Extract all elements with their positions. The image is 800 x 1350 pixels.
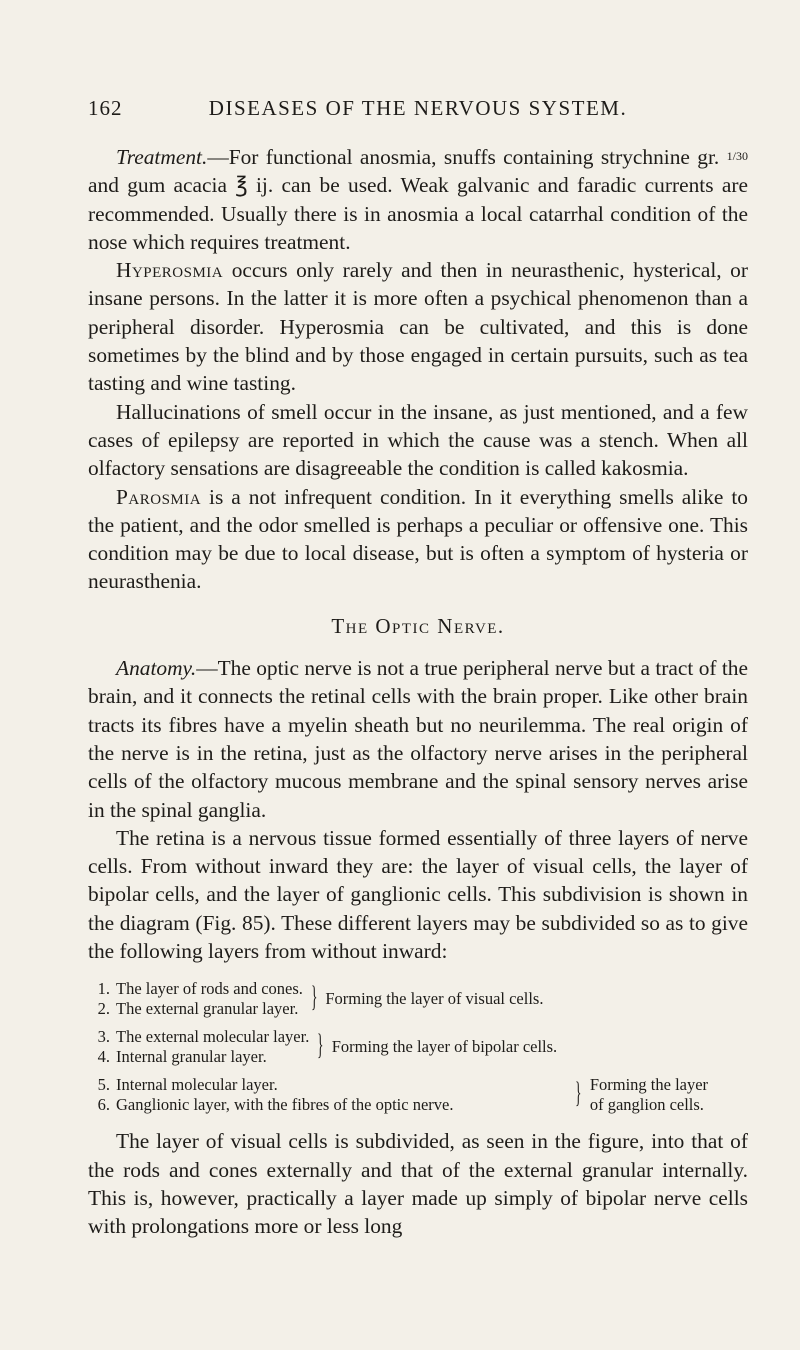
anatomy-text: —The optic nerve is not a true peripheral nerve but a tract of the brain, and it connects the retinal cells with the brain proper. Like other brain tracts its fibres have a myelin sheath but no neurilemma. The real origin of the nerve is in the retina, just as the olfactory nerve arises in the peripheral cells of the olfactory mucous membrane and the spinal sensory nerves arise in the spinal ganglia. — [88, 656, 748, 822]
hallucinations-paragraph: Hallucinations of smell occur in the insane, as just mentioned, and a few cases of epilepsy are reported in which the cause was a stench. When all olfactory sensations are disagreeable the condition is called kakosmia. — [88, 399, 748, 481]
group-label: Forming the layer of visual cells. — [325, 989, 544, 1009]
brace: } — [317, 1028, 324, 1062]
treatment-heading: Treatment. — [116, 145, 208, 169]
anatomy-paragraph — [88, 654, 748, 824]
layer-item: The layer of rods and cones. — [116, 979, 303, 999]
treatment-text-a: —For functional anosmia, snuffs containing strychnine gr. — [207, 145, 727, 169]
dose-fraction: 1/30 — [726, 149, 748, 163]
retina-layer-list — [88, 979, 748, 1115]
hyperosmia-text: occurs only rarely and then in neurasthenic, hysterical, or insane persons. In the latter it is more often a psychical phenomenon than a peripheral disorder. Hyperosmia can be cultivated, and this is done sometimes by the blind and by those engaged in certain pursuits, such as tea tasting and wine tasting. — [88, 258, 748, 396]
brace: } — [310, 980, 318, 1014]
page-body — [88, 142, 748, 1241]
layer-number: 4. — [97, 1047, 110, 1067]
group-label: Forming the layer of bipolar cells. — [331, 1037, 558, 1057]
group-label: Forming the layer — [589, 1075, 709, 1095]
layer-item: The external molecular layer. — [116, 1027, 310, 1047]
page-number: 162 — [88, 96, 123, 120]
layer-item: Ganglionic layer, with the fibres of the optic nerve. — [116, 1095, 454, 1115]
hyperosmia-paragraph — [88, 256, 748, 397]
section-title: The Optic Nerve. — [331, 613, 505, 638]
page-header — [88, 96, 748, 126]
treatment-paragraph — [88, 142, 748, 256]
layer-group-bipolar — [88, 1027, 557, 1067]
parosmia-paragraph — [88, 483, 748, 596]
layer-item: Internal granular layer. — [116, 1047, 267, 1067]
treatment-text-b: and gum acacia ℥ ij. can be used. Weak galvanic and faradic currents are recommended. Usually there is in anosmia a local catarrhal condition of the nose which requires treatment. — [88, 173, 748, 254]
layer-number: 5. — [97, 1075, 110, 1095]
layer-group-visual — [88, 979, 543, 1019]
anatomy-heading: Anatomy. — [116, 656, 197, 681]
layer-number: 1. — [97, 979, 110, 999]
running-head: DISEASES OF THE NERVOUS SYSTEM. — [208, 96, 628, 120]
layer-item: The external granular layer. — [116, 999, 299, 1019]
brace: } — [575, 1076, 582, 1110]
parosmia-text: is a not infrequent condition. In it everything smells alike to the patient, and the odor smelled is perhaps a peculiar or offensive one. This condition may be due to local disease, but is often a symptom of hysteria or neurasthenia. — [88, 484, 748, 594]
group-label: of ganglion cells. — [589, 1095, 704, 1115]
closing-paragraph: The layer of visual cells is subdivided, as seen in the figure, into that of the rods and cones externally and that of the external granular internally. This is, however, practically a layer made up simply of bipolar nerve cells with prolongations more or less long — [88, 1129, 748, 1239]
hyperosmia-term: Hyperosmia — [116, 258, 224, 283]
layer-number: 6. — [97, 1095, 110, 1115]
retina-paragraph: The retina is a nervous tissue formed essentially of three layers of nerve cells. From without inward they are: the layer of visual cells, the layer of bipolar cells, and the layer of ganglionic cells. This subdivision is shown in the diagram (Fig. 85). These different layers may be subdivided so as to give the following layers from without inward: — [88, 825, 748, 964]
layer-number: 2. — [97, 999, 110, 1019]
layer-group-ganglion — [88, 1075, 748, 1115]
layer-number: 3. — [97, 1027, 110, 1047]
layer-item: Internal molecular layer. — [116, 1075, 278, 1095]
parosmia-term: Parosmia — [116, 484, 202, 509]
